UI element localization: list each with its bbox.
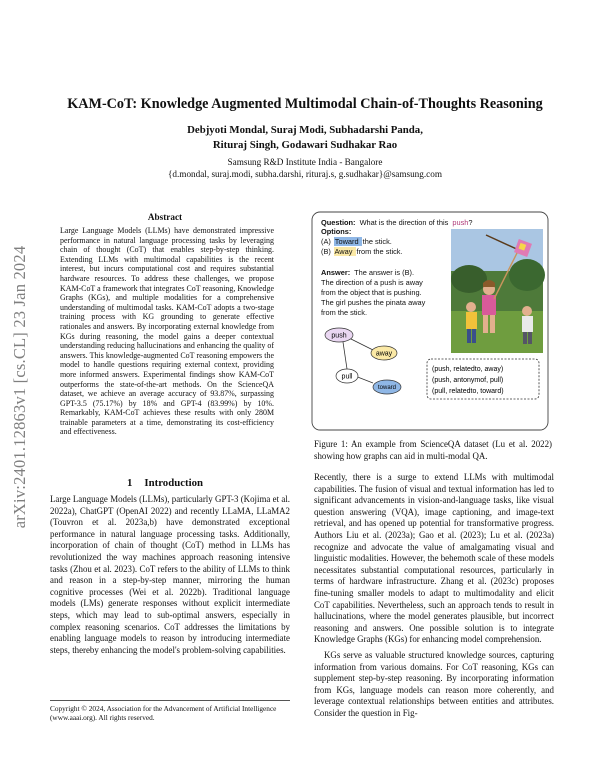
svg-text:Question: What is the bbox=[321, 218, 473, 227]
author-list bbox=[40, 123, 570, 153]
answer-label: Answer: bbox=[321, 268, 351, 277]
affiliation-org: Samsung R&D Institute India - Bangalore bbox=[227, 157, 383, 167]
abstract-heading: Abstract bbox=[147, 212, 183, 222]
option-b-rest: from the stick. bbox=[356, 247, 403, 256]
figure-caption: Figure 1: An example from ScienceQA dataset (Lu et al. 2022) showing how graphs can aid in multi-modal QA. bbox=[314, 439, 552, 461]
answer-text: The answer is (B). bbox=[354, 268, 415, 277]
pinata-photo bbox=[451, 229, 545, 353]
svg-text:(A) Toward the bbox=[321, 237, 392, 246]
node-away-label: away bbox=[375, 350, 393, 358]
question-label: Question: bbox=[321, 218, 356, 227]
node-pull-label: pull bbox=[341, 373, 353, 381]
rationale-line-4: from the stick. bbox=[321, 308, 367, 317]
option-a-prefix: (A) bbox=[321, 237, 331, 246]
triple-3: (pull, relatedto, toward) bbox=[432, 388, 504, 395]
question-keyword: push bbox=[452, 218, 469, 227]
option-b-prefix: (B) bbox=[321, 247, 331, 256]
author-line-2: Rituraj Singh, Godawari Sudhakar Rao bbox=[212, 139, 398, 151]
rationale-line-3: The girl pushes the pinata away bbox=[321, 298, 426, 307]
copyright-notice: Copyright © 2024, Association for the Advancement of Artificial Intelligence (www.aaai.org). All rights reserved. bbox=[50, 700, 290, 722]
svg-text:Answer: The answer is bbox=[321, 268, 414, 277]
figure-1-graphic bbox=[311, 211, 549, 431]
rationale-line-1: The direction of a push is away bbox=[321, 278, 423, 287]
options-label: Options: bbox=[321, 227, 352, 236]
author-line-1: Debjyoti Mondal, Suraj Modi, Subhadarshi Panda, bbox=[187, 124, 423, 136]
section-title: Introduction bbox=[144, 477, 203, 489]
section-heading bbox=[40, 477, 290, 489]
abstract-text: Large Language Models (LLMs) have demonstrated impressive performance in natural language processing tasks by leveraging chain of thought (CoT) that enables step-by-step thinking. Extending LLMs with multimodal capabilities is the recent interest, but incurs computational cost and requires substantial hardware resources. To address these challenges, we propose KAM-CoT a framework that integrates CoT reasoning, Knowledge Graphs (KGs), and multiple modalities for a comprehensive understanding of multimodal tasks. KAM-CoT adopts a two-stage training process with KG grounding to generate effective rationales and answers. By incorporating external knowledge from KGs during reasoning, the model gains a deeper contextual understanding reducing hallucinations and enhancing the quality of answers. This knowledge-augmented CoT reasoning empowers the model to handle questions requiring external context, providing more informed answers. Experimental findings show KAM-CoT outperforms the state-of-the-art methods. On the ScienceQA dataset, we achieve an average accuracy of 93.87%, surpassing GPT-3.5 (75.17%) by 18% and GPT-4 (83.99%) by 10%. Remarkably, KAM-CoT achieves these results with only 280M trainable parameters at a time, demonstrating its cost-efficiency and effectiveness. bbox=[60, 226, 274, 437]
question-text: What is the direction of this bbox=[359, 218, 449, 227]
figure-1 bbox=[311, 211, 549, 431]
option-a-rest: the stick. bbox=[362, 237, 392, 246]
rationale-line-2: from the object that is pushing. bbox=[321, 288, 422, 297]
node-toward-label: toward bbox=[377, 385, 397, 391]
arxiv-stamp-text: arXiv:2401.12863v1 [cs.CL] 23 Jan 2024 bbox=[10, 245, 29, 529]
paragraph-1: Recently, there is a surge to extend LLMs with multimodal capabilities. The fusion of visual and textual information has led to significant advancements in vision-and-language tasks, like visual question answering (VQA), image captioning, and image-text retrieval, and has opened up potential for transformative progress. Authors Liu et al. (2023a); Gao et al. (2023); Lu et al. (2023a) recognize and advocate the value of amalgamating visual and linguistic modalities. However, the behemoth scale of these models necessitates substantial computational resources, particularly in terms of hardware infrastructure. Zhang et al. (2023c) proposes fine-tuning smaller models to adapt to multimodality and elicit CoT capabilities. Nevertheless, such an approach tends to result in hallucinations, where the model generates plausible, but incorrect reasoning and answers. One possible solution is to integrate Knowledge Graphs (KGs) for enhancing model comprehension. bbox=[314, 472, 554, 645]
triples-box bbox=[427, 359, 539, 399]
section-number: 1 bbox=[126, 477, 133, 489]
arxiv-stamp bbox=[6, 212, 34, 562]
triple-1: (push, relatedto, away) bbox=[432, 366, 504, 373]
paper-title: KAM-CoT: Knowledge Augmented Multimodal Chain-of-Thoughts Reasoning bbox=[67, 96, 543, 112]
node-push-label: push bbox=[331, 332, 347, 340]
option-b-keyword: Away bbox=[334, 247, 353, 256]
triple-2: (push, antonymof, pull) bbox=[432, 377, 504, 384]
affiliation-emails: {d.mondal, suraj.modi, subha.darshi, rituraj.s, g.sudhakar}@samsung.com bbox=[168, 169, 442, 179]
right-column-text bbox=[314, 472, 554, 719]
option-a-keyword: Toward bbox=[334, 237, 359, 246]
question-end: ? bbox=[468, 218, 473, 227]
introduction-text: Large Language Models (LLMs), particularly GPT-3 (Kojima et al. 2022a), ChatGPT (OpenAI 2022) and recently LLaMA, LLaMA2 (Touvron et al. 2023a,b) have demonstrated exceptional performance in natural language processing tasks. Additionally, incorporation of chain of thought (CoT) method in LLMs has revolutionized the way machines approach reasoning intensive tasks (Zhou et al. 2023). CoT refers to the ability of LLMs to think and reason in a step-by-step manner, mirroring the human cognitive processes (Wei et al. 2022b). Traditional language models (LMs) generate responses without explicit intermediate steps, which may lead to sub-optimal answers, especially in complex reasoning scenarios. CoT addresses the limitations by enabling language models to reason by introducing intermediate steps, thereby enhancing the model's problem-solving capabilities. bbox=[50, 494, 290, 655]
affiliation bbox=[40, 156, 570, 180]
paragraph-2: KGs serve as valuable structured knowledge sources, capturing information from various domains. For CoT reasoning, KGs can supplement step-by-step reasoning. By incorporating information from KGs, language models can reason more coherently, and leverage contextual relationships between entities and attributes. Consider the question in Fig- bbox=[314, 649, 554, 718]
